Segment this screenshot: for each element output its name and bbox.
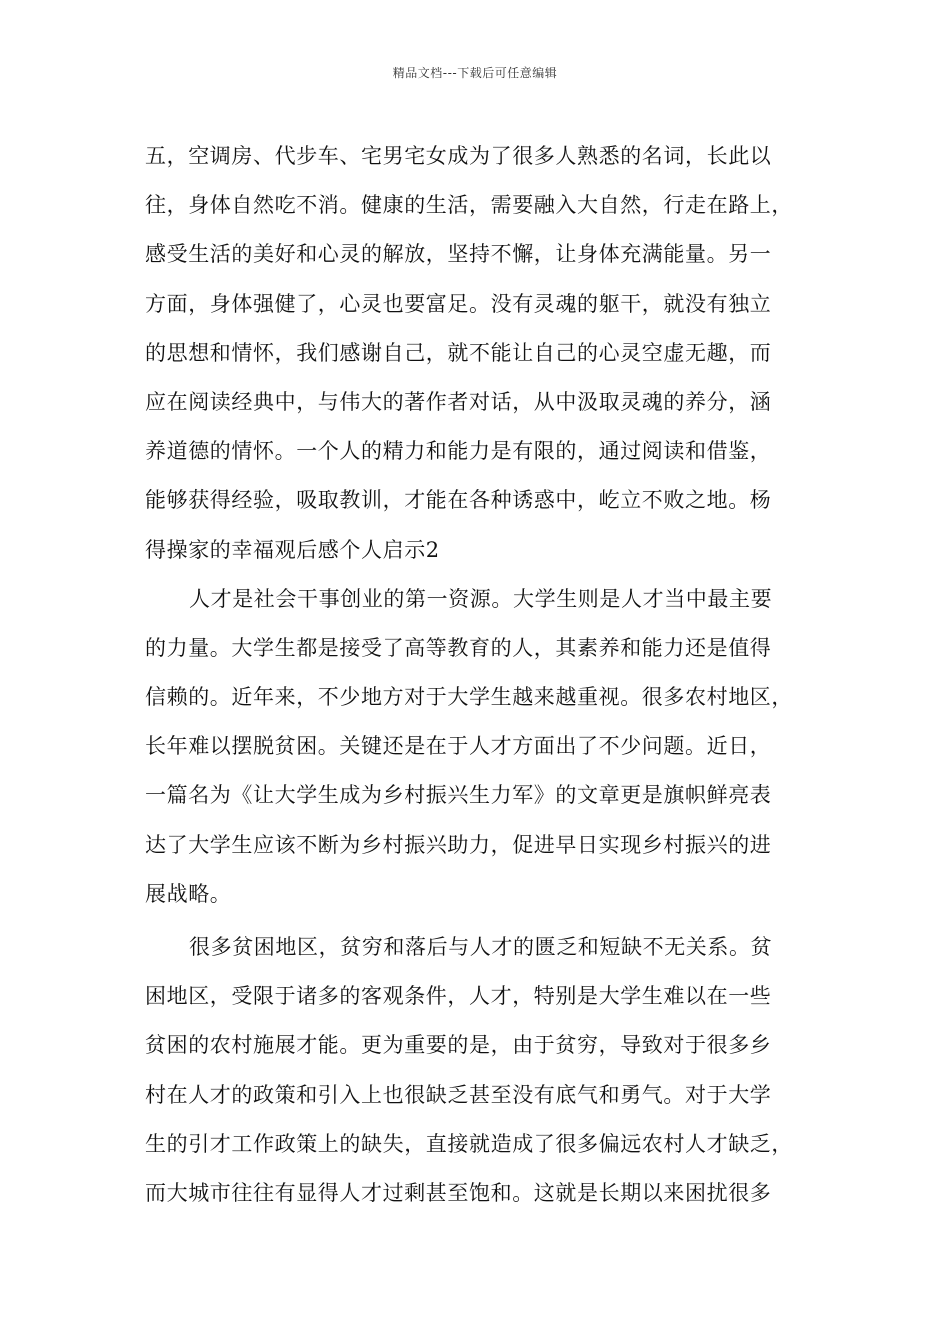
text-line: 往，身体自然吃不消。健康的生活，需要融入大自然，行走在路上，: [145, 193, 793, 218]
paragraph: [145, 575, 807, 919]
text-line: 而大城市往往有显得人才过剩甚至饱和。这就是长期以来困扰很多: [145, 1180, 772, 1205]
text-line: 贫困的农村施展才能。更为重要的是，由于贫穷，导致对于很多乡: [145, 1033, 772, 1058]
text-line: 的力量。大学生都是接受了高等教育的人，其素养和能力还是值得: [145, 635, 772, 660]
text-line: 的思想和情怀，我们感谢自己，就不能让自己的心灵空虚无趣，而: [145, 340, 772, 365]
text-line: 信赖的。近年来，不少地方对于大学生越来越重视。很多农村地区，: [145, 685, 793, 710]
text-line: 展战略。: [145, 881, 232, 906]
text-line: 生的引才工作政策上的缺失，直接就造成了很多偏远农村人才缺乏，: [145, 1131, 793, 1156]
text-line: 方面，身体强健了，心灵也要富足。没有灵魂的躯干，就没有独立: [145, 291, 772, 316]
text-line: 五，空调房、代步车、宅男宅女成为了很多人熟悉的名词，长此以: [145, 144, 772, 168]
text-line: 很多贫困地区，贫穷和落后与人才的匮乏和短缺不无关系。贫: [189, 935, 773, 959]
text-line: 困地区，受限于诸多的客观条件，人才，特别是大学生难以在一些: [145, 984, 772, 1009]
paragraph: [145, 923, 807, 1218]
text-line: 达了大学生应该不断为乡村振兴助力，促进早日实现乡村振兴的进: [145, 832, 772, 857]
text-line: 村在人才的政策和引入上也很缺乏甚至没有底气和勇气。对于大学: [145, 1082, 772, 1107]
text-line: 长年难以摆脱贫困。关键还是在于人才方面出了不少问题。近日，: [145, 734, 772, 759]
document-body: [145, 132, 807, 1218]
text-line: 应在阅读经典中，与伟大的著作者对话，从中汲取灵魂的养分，涵: [145, 389, 772, 414]
text-line: 感受生活的美好和心灵的解放，坚持不懈，让身体充满能量。另一: [145, 242, 772, 267]
text-line: 人才是社会干事创业的第一资源。大学生则是人才当中最主要: [189, 586, 773, 611]
page-header: 精品文档---下载后可任意编辑: [392, 66, 558, 80]
paragraph: [145, 132, 807, 575]
text-line: 养道德的情怀。一个人的精力和能力是有限的，通过阅读和借鉴，: [145, 439, 772, 464]
text-line: 一篇名为《让大学生成为乡村振兴生力军》的文章更是旗帜鲜亮表: [145, 783, 772, 808]
text-line: 得操家的幸福观后感个人启示2: [145, 537, 440, 562]
text-line: 能够获得经验，吸取教训，才能在各种诱惑中，屹立不败之地。杨: [145, 488, 772, 513]
